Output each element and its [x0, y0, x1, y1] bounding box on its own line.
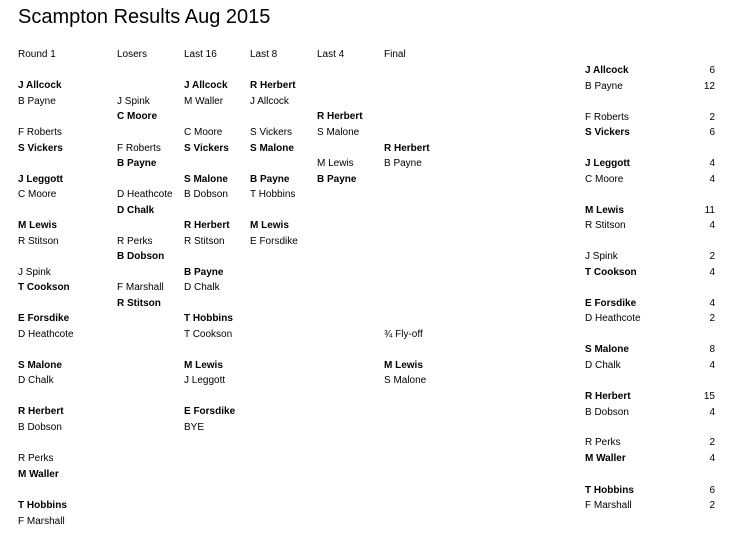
result-name: D Heathcote: [585, 313, 641, 324]
bracket-entry: B Payne: [317, 174, 357, 185]
result-score: 4: [709, 453, 715, 464]
bracket-entry: ¾ Fly-off: [384, 329, 423, 340]
bracket-entry: R Stitson: [18, 236, 59, 247]
column-header: Final: [384, 49, 406, 60]
bracket-entry: F Roberts: [117, 143, 161, 154]
bracket-entry: D Chalk: [18, 375, 54, 386]
bracket-entry: B Payne: [384, 158, 422, 169]
bracket-entry: B Dobson: [184, 189, 228, 200]
result-score: 4: [709, 298, 715, 309]
bracket-entry: J Spink: [18, 267, 51, 278]
result-score: 11: [704, 205, 715, 216]
bracket-entry: M Waller: [184, 96, 224, 107]
bracket-entry: T Cookson: [18, 282, 70, 293]
column-header: Losers: [117, 49, 148, 60]
column-header: Round 1: [18, 49, 56, 60]
bracket-entry: R Perks: [117, 236, 153, 247]
result-name: D Chalk: [585, 360, 621, 371]
result-name: B Payne: [585, 81, 623, 92]
bracket-entry: D Chalk: [184, 282, 220, 293]
result-score: 4: [709, 267, 715, 278]
bracket-entry: F Marshall: [117, 282, 164, 293]
result-name: T Hobbins: [585, 485, 634, 496]
bracket-entry: T Hobbins: [250, 189, 296, 200]
bracket-entry: C Moore: [117, 111, 157, 122]
bracket-entry: R Herbert: [384, 143, 430, 154]
bracket-entry: S Vickers: [18, 143, 63, 154]
bracket-entry: R Stitson: [184, 236, 225, 247]
bracket-entry: J Spink: [117, 96, 150, 107]
bracket-entry: M Lewis: [184, 360, 223, 371]
bracket-entry: R Herbert: [18, 406, 64, 417]
bracket-entry: B Dobson: [18, 422, 62, 433]
result-score: 6: [709, 65, 715, 76]
bracket-entry: S Malone: [384, 375, 427, 386]
bracket-entry: R Herbert: [184, 220, 230, 231]
result-name: R Perks: [585, 437, 621, 448]
result-score: 8: [709, 344, 715, 355]
bracket-entry: R Perks: [18, 453, 54, 464]
result-score: 2: [709, 437, 715, 448]
result-name: J Spink: [585, 251, 618, 262]
bracket-entry: M Waller: [18, 469, 59, 480]
result-name: E Forsdike: [585, 298, 637, 309]
bracket-entry: M Lewis: [384, 360, 423, 371]
result-name: R Herbert: [585, 391, 631, 402]
bracket-entry: R Herbert: [250, 80, 296, 91]
column-header: Last 16: [184, 49, 217, 60]
result-name: T Cookson: [585, 267, 637, 278]
result-score: 6: [709, 485, 715, 496]
bracket-entry: S Vickers: [184, 143, 229, 154]
result-score: 2: [709, 500, 715, 511]
bracket-entry: J Leggott: [184, 375, 226, 386]
result-name: M Waller: [585, 453, 626, 464]
result-score: 4: [709, 220, 715, 231]
bracket-entry: S Malone: [18, 360, 62, 371]
bracket-entry: T Cookson: [184, 329, 233, 340]
result-score: 4: [709, 360, 715, 371]
result-score: 4: [709, 174, 715, 185]
result-score: 12: [703, 81, 715, 92]
result-score: 6: [709, 127, 715, 138]
bracket-entry: R Herbert: [317, 111, 363, 122]
bracket-entry: B Payne: [250, 174, 290, 185]
bracket-entry: J Allcock: [250, 96, 289, 107]
bracket-entry: E Forsdike: [184, 406, 236, 417]
result-score: 4: [709, 158, 715, 169]
result-score: 2: [709, 112, 715, 123]
result-name: F Marshall: [585, 500, 632, 511]
result-name: S Vickers: [585, 127, 630, 138]
bracket-entry: E Forsdike: [18, 313, 70, 324]
result-name: M Lewis: [585, 205, 624, 216]
page-title: Scampton Results Aug 2015: [18, 6, 271, 28]
bracket-entry: M Lewis: [250, 220, 289, 231]
bracket-entry: F Roberts: [18, 127, 62, 138]
result-name: J Leggott: [585, 158, 630, 169]
bracket-entry: R Stitson: [117, 298, 161, 309]
bracket-entry: B Payne: [117, 158, 157, 169]
result-name: J Allcock: [585, 65, 629, 76]
column-header: Last 4: [317, 49, 345, 60]
result-name: R Stitson: [585, 220, 626, 231]
bracket-entry: C Moore: [18, 189, 57, 200]
bracket-entry: S Malone: [250, 143, 294, 154]
bracket-entry: M Lewis: [18, 220, 57, 231]
bracket-entry: S Vickers: [250, 127, 293, 138]
bracket-entry: M Lewis: [317, 158, 354, 169]
bracket-entry: J Leggott: [18, 174, 63, 185]
bracket-entry: T Hobbins: [18, 500, 67, 511]
result-score: 4: [709, 407, 715, 418]
bracket-entry: D Heathcote: [117, 189, 173, 200]
bracket-entry: T Hobbins: [184, 313, 233, 324]
result-score: 15: [703, 391, 715, 402]
result-name: B Dobson: [585, 407, 629, 418]
bracket-entry: B Payne: [184, 267, 224, 278]
bracket-entry: D Heathcote: [18, 329, 74, 340]
bracket-entry: F Marshall: [18, 516, 65, 527]
bracket-entry: S Malone: [317, 127, 360, 138]
result-score: 2: [709, 313, 715, 324]
bracket-entry: E Forsdike: [250, 236, 298, 247]
result-score: 2: [709, 251, 715, 262]
bracket-entry: C Moore: [184, 127, 223, 138]
result-name: S Malone: [585, 344, 629, 355]
bracket-entry: D Chalk: [117, 205, 155, 216]
bracket-entry: S Malone: [184, 174, 228, 185]
bracket-entry: B Dobson: [117, 251, 165, 262]
result-name: C Moore: [585, 174, 624, 185]
bracket-entry: J Allcock: [18, 80, 62, 91]
bracket-entry: BYE: [184, 422, 205, 433]
column-header: Last 8: [250, 49, 278, 60]
result-name: F Roberts: [585, 112, 629, 123]
bracket-entry: B Payne: [18, 96, 56, 107]
bracket-entry: J Allcock: [184, 80, 228, 91]
